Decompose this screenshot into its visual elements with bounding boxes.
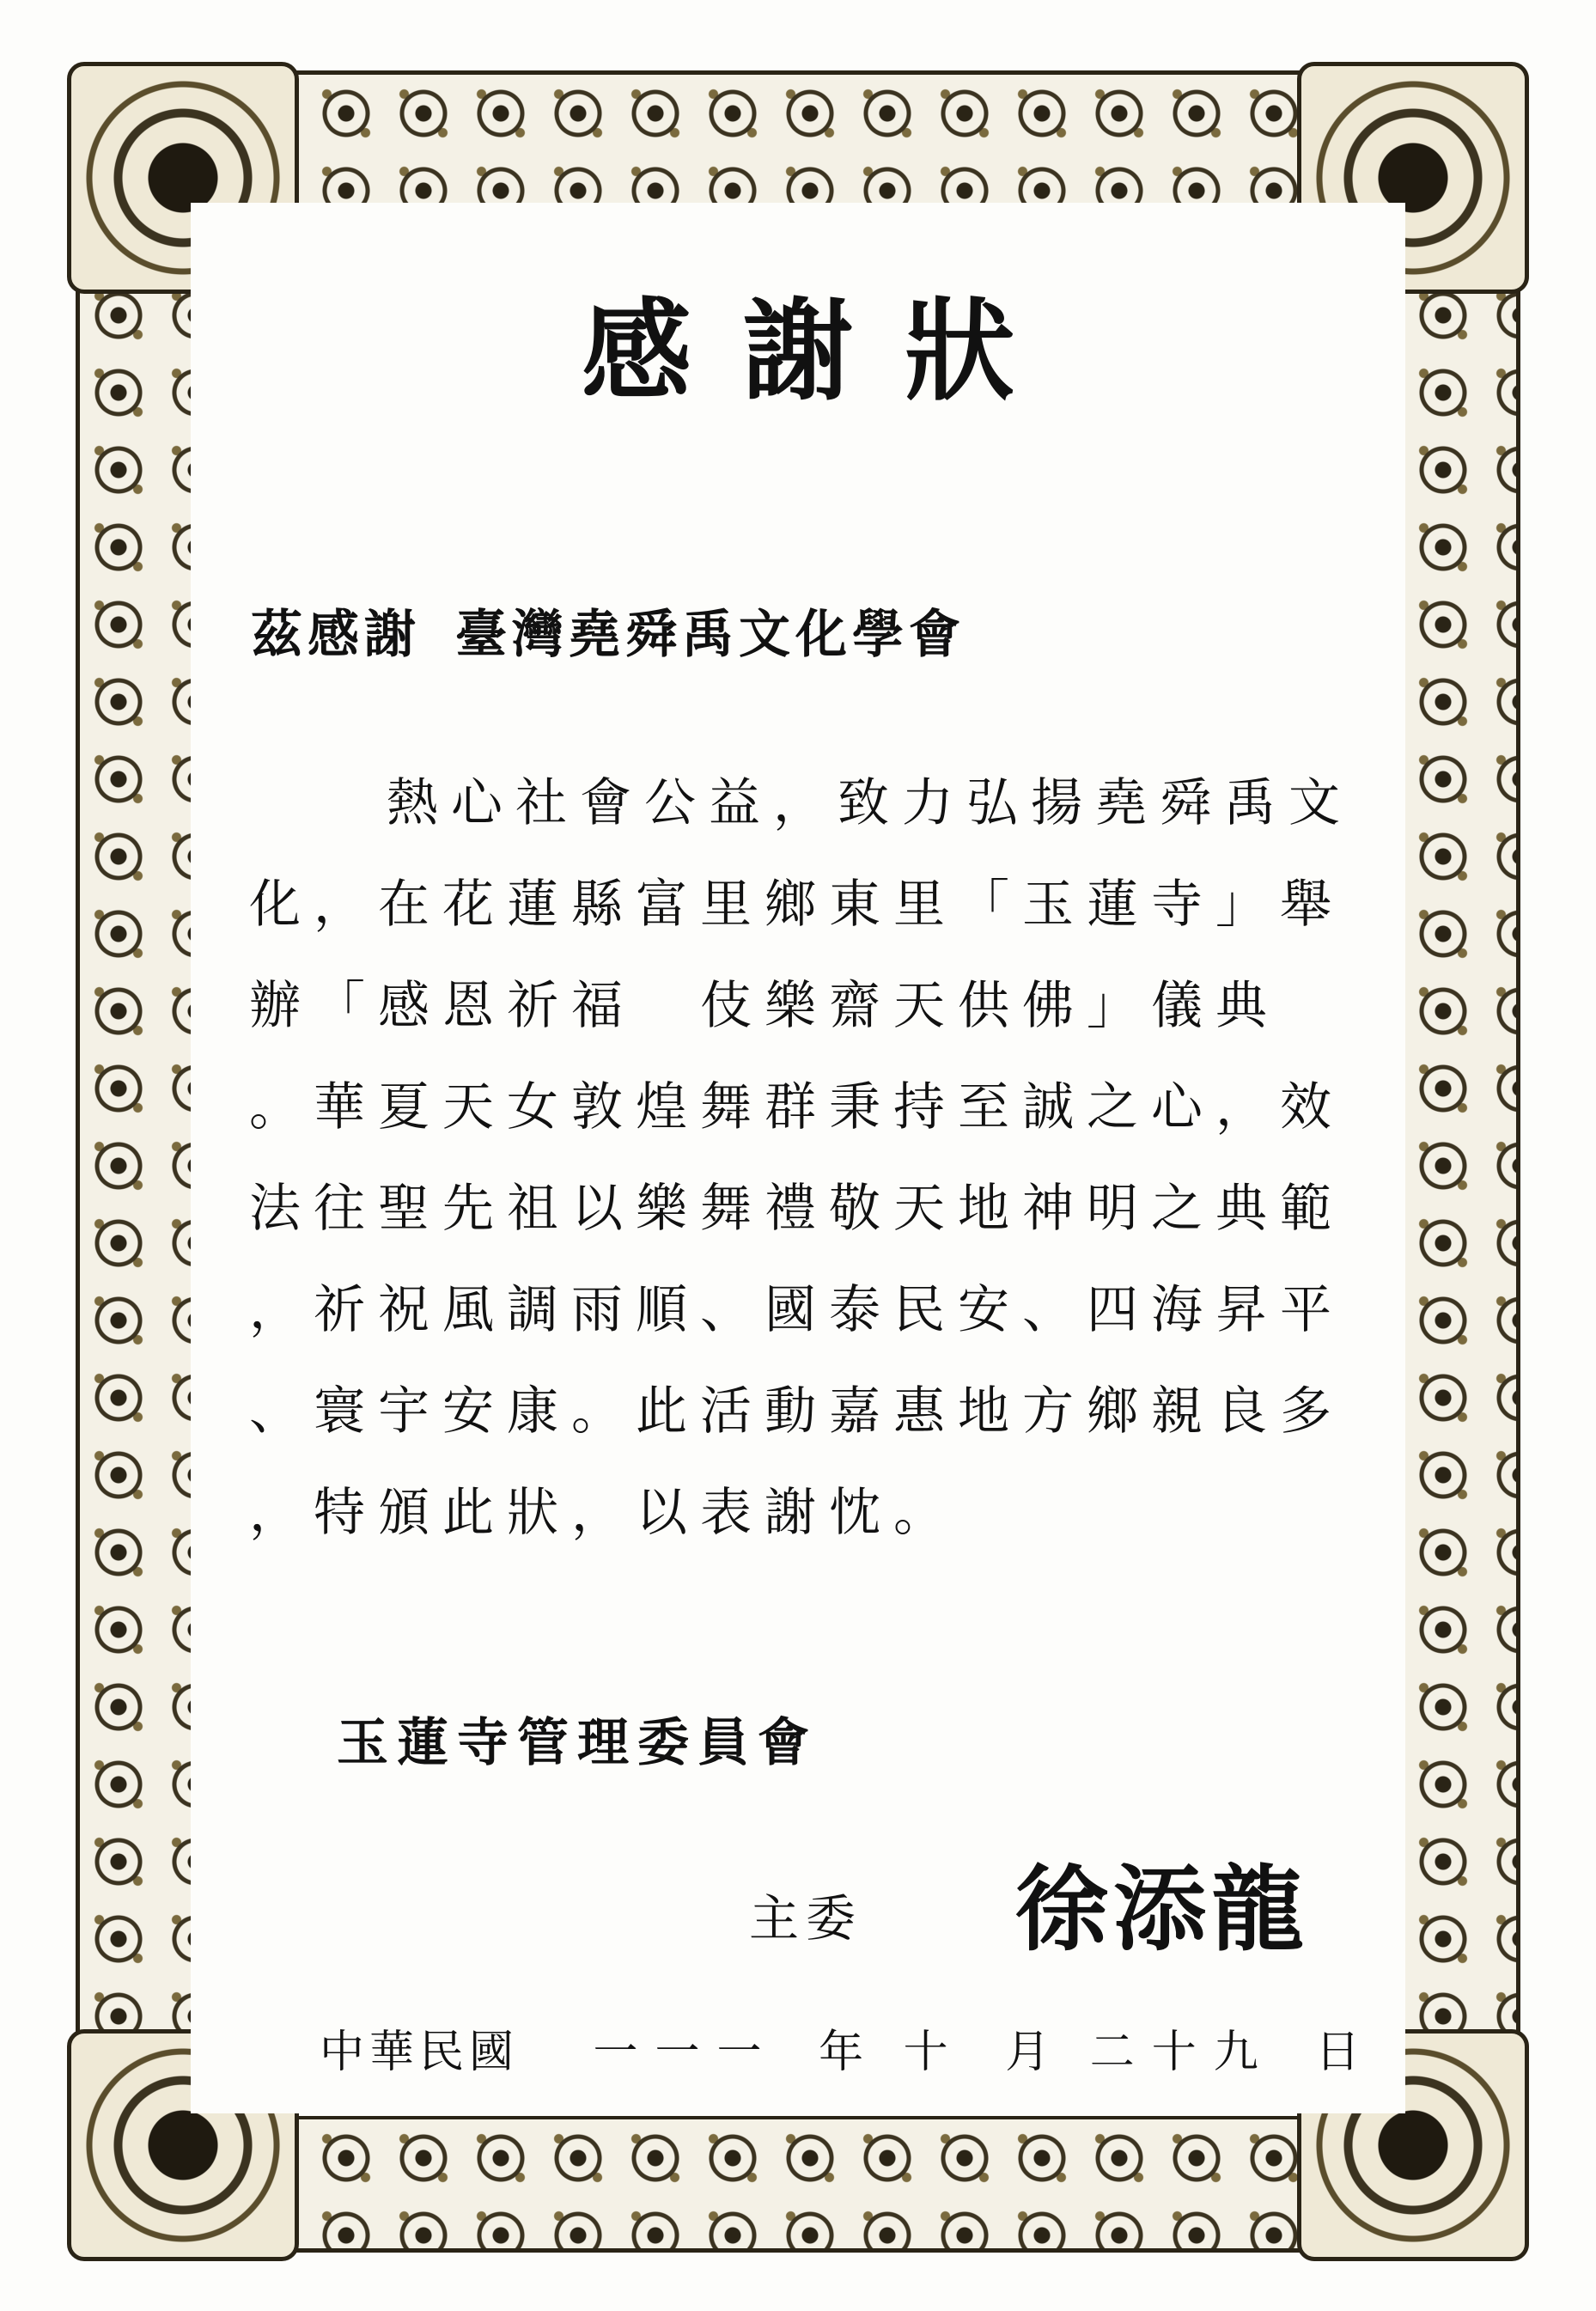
body-line: 法往聖先祖以樂舞禮敬天地神明之典範: [249, 1179, 1344, 1239]
recipient-prefix: 茲感謝: [251, 605, 421, 665]
recipient-organization: 臺灣堯舜禹文化學會: [455, 605, 966, 665]
body-line: ，祈祝風調雨順、國泰民安、四海昇平: [249, 1280, 1344, 1340]
date-month: 十: [903, 2027, 966, 2078]
date-year-unit: 年: [819, 2027, 864, 2078]
signature-block: [749, 1835, 1350, 1964]
certificate-title: 感謝狀: [581, 287, 1066, 416]
border-left-band: [76, 199, 195, 2124]
border-right-band: [1401, 199, 1520, 2124]
body-line: 化，在花蓮縣富里鄉東里「玉蓮寺」舉: [249, 875, 1344, 935]
chair-signature: 徐添龍: [1015, 1856, 1310, 1964]
date-day: 二十九: [1089, 2027, 1276, 2078]
certificate-body: [249, 753, 1357, 1564]
date-era: 中華民國: [320, 2027, 520, 2078]
recipient-line: [251, 594, 966, 668]
date-day-unit: 日: [1315, 2027, 1361, 2078]
body-line: 熱心社會公益，致力弘揚堯舜禹文: [387, 773, 1353, 833]
body-line: 、寰宇安康。此活動嘉惠地方鄉親良多: [249, 1381, 1344, 1442]
certificate-content: [191, 203, 1405, 2113]
issuer-name: 玉蓮寺管理委員會: [337, 1713, 818, 1773]
body-line: ，特頒此狀，以表謝忱。: [249, 1483, 958, 1543]
date-year: 一一一: [593, 2027, 779, 2078]
date-month-unit: 月: [1005, 2027, 1051, 2078]
issue-date: [320, 2015, 1386, 2080]
body-line: 辦「感恩祈福 伎樂齋天供佛」儀典: [249, 976, 1280, 1036]
body-line: 。華夏天女敦煌舞群秉持至誠之心，效: [249, 1077, 1344, 1137]
chair-title: 主委: [749, 1889, 863, 1948]
